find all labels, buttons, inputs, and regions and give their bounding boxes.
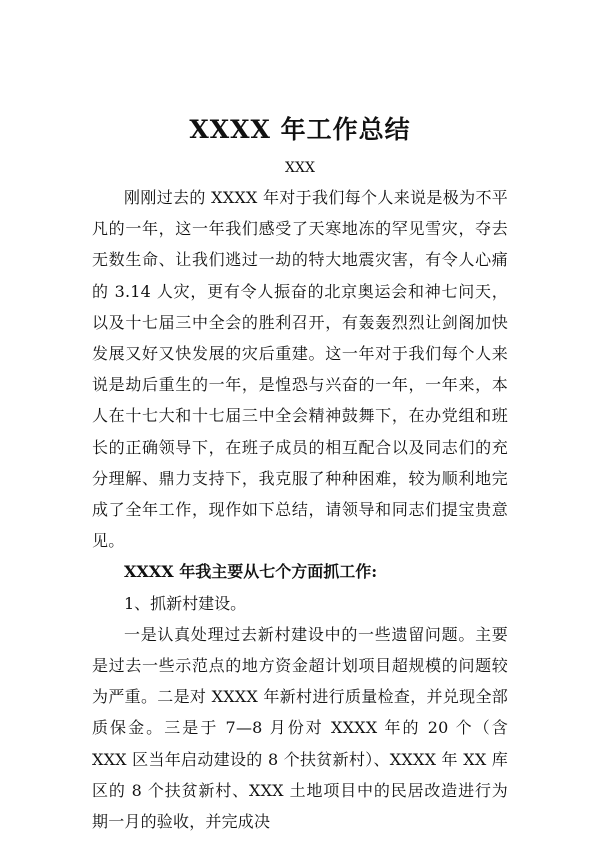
item-1-heading: 1、抓新村建设。 <box>124 593 247 613</box>
item-1-paragraph: 一是认真处理过去新村建设中的一些遗留问题。主要是过去一些示范点的地方资金超计划项目超规模的问题较为严重。二是对 XXXX 年新村进行质量检查，并兑现全部质保金。三是于 7—8 月份对 XXXX 年的 20 个（含 XXX 区当年启动建设的 8 个扶贫新村）、XXXX 年 XX 库区的 8 个扶贫新村、XXX 土地项目中的民居改造进行为期一月的验收，并完成决 <box>92 624 508 832</box>
document-title: XXXX 年工作总结 <box>189 115 411 144</box>
intro-paragraph: 刚刚过去的 XXXX 年对于我们每个人来说是极为不平凡的一年，这一年我们感受了天寒地冻的罕见雪灾，夺去无数生命、让我们逃过一劫的特大地震灾害，有令人心痛的 3.14 人灾，更有令人振奋的北京奥运会和神七问天，以及十七届三中全会的胜利召开，有轰轰烈烈让剑阁加快发展又好又快发展的灾后重建。这一年对于我们每个人来说是劫后重生的一年，是惶恐与兴奋的一年，一年来，本人在十七大和十七届三中全会精神鼓舞下，在办党组和班长的正确领导下，在班子成员的相互配合以及同志们的充分理解、鼎力支持下，我克服了种种困难，较为顺利地完成了全年工作，现作如下总结，请领导和同志们提宝贵意见。 <box>92 188 508 551</box>
section-heading: XXXX 年我主要从七个方面抓工作: <box>124 562 378 582</box>
document-author: XXX <box>285 160 315 176</box>
